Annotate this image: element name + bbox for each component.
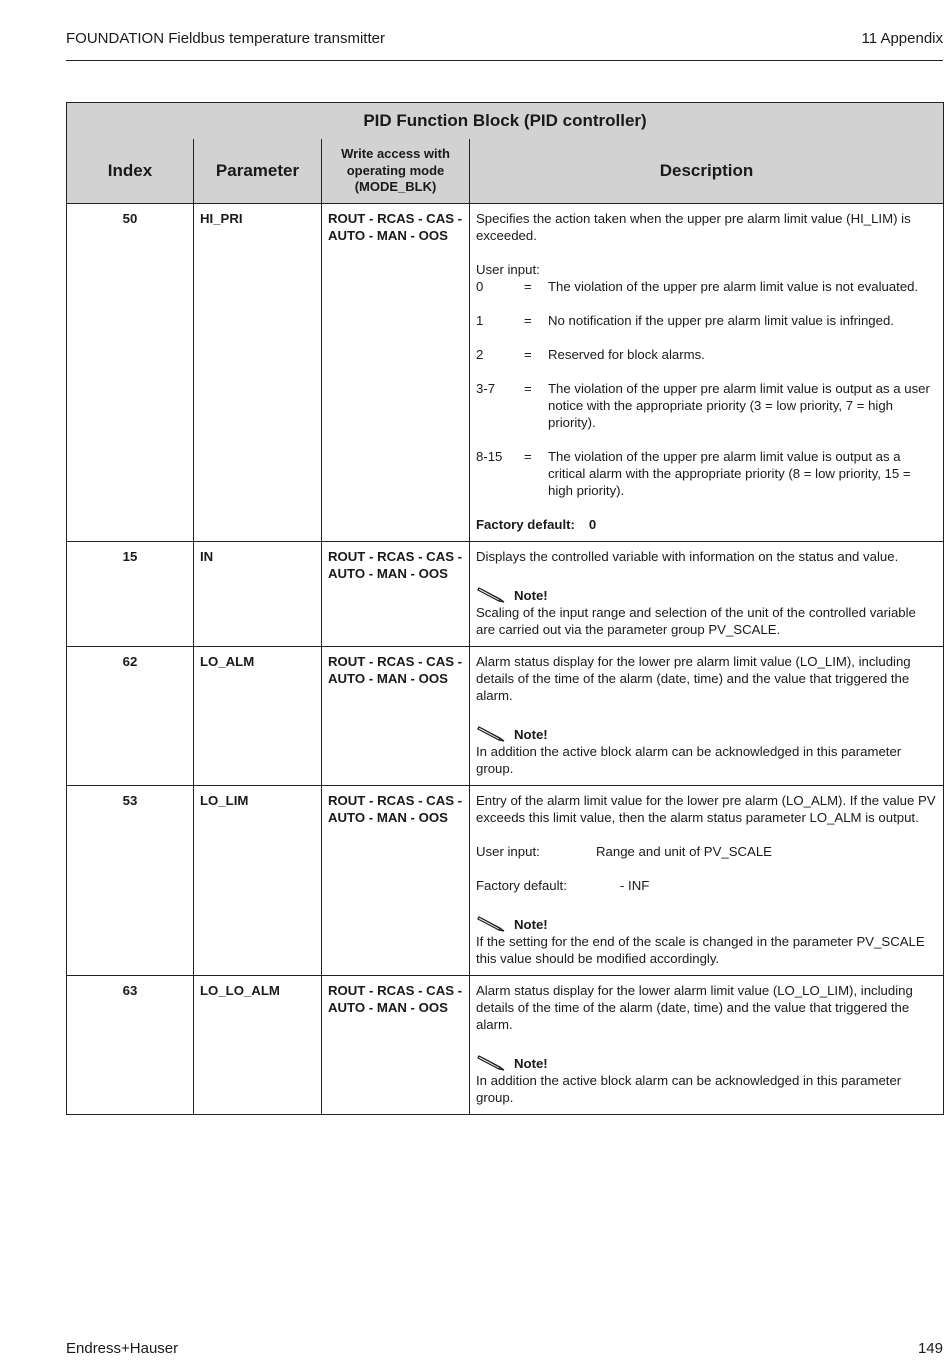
- row-write-access: ROUT - RCAS - CAS - AUTO - MAN - OOS: [322, 786, 470, 976]
- user-input-options: [476, 278, 937, 499]
- pencil-note-icon: [476, 913, 506, 933]
- description-text: Entry of the alarm limit value for the lower pre alarm (LO_ALM). If the value PV exceeds this limit value, then the alarm status parameter LO_ALM is output.: [476, 793, 936, 825]
- description-text: Alarm status display for the lower alarm limit value (LO_LO_LIM), including details of the time of the alarm (date, time) and the value that triggered the alarm.: [476, 983, 913, 1032]
- pid-parameter-table: [66, 102, 944, 1115]
- row-parameter: LO_ALM: [194, 647, 322, 786]
- row-index: 62: [67, 647, 194, 786]
- note-text: If the setting for the end of the scale is changed in the parameter PV_SCALE this value should be modified accordingly.: [476, 934, 925, 966]
- table-row: [67, 647, 944, 786]
- row-description: [470, 976, 944, 1115]
- column-header-write-access: Write access with operating mode (MODE_BLK): [322, 139, 470, 204]
- option-row: 2 = Reserved for block alarms.: [476, 347, 705, 362]
- table-row: [67, 786, 944, 976]
- table-row: [67, 542, 944, 647]
- pencil-note-icon: [476, 723, 506, 743]
- option-row: 3-7 = The violation of the upper pre alarm limit value is output as a user notice with the appropriate priority (3 = low priority, 7 = high priority).: [476, 381, 930, 430]
- note-label: Note!: [514, 727, 548, 742]
- row-index: 50: [67, 204, 194, 542]
- page-number: 149: [917, 1340, 943, 1357]
- note-block: [476, 1050, 937, 1106]
- row-write-access: ROUT - RCAS - CAS - AUTO - MAN - OOS: [322, 647, 470, 786]
- row-parameter: LO_LIM: [194, 786, 322, 976]
- user-input-line: User input: Range and unit of PV_SCALE: [476, 844, 772, 859]
- row-write-access: ROUT - RCAS - CAS - AUTO - MAN - OOS: [322, 204, 470, 542]
- description-text: Alarm status display for the lower pre alarm limit value (LO_LIM), including details of the time of the alarm (date, time) and the value that triggered the alarm.: [476, 654, 911, 703]
- note-text: In addition the active block alarm can be acknowledged in this parameter group.: [476, 1073, 902, 1105]
- page-header: [66, 30, 943, 61]
- row-index: 53: [67, 786, 194, 976]
- option-row: 0 = The violation of the upper pre alarm limit value is not evaluated.: [476, 279, 919, 294]
- row-write-access: ROUT - RCAS - CAS - AUTO - MAN - OOS: [322, 976, 470, 1115]
- row-index: 15: [67, 542, 194, 647]
- row-description: [470, 542, 944, 647]
- row-description: [470, 647, 944, 786]
- description-text: Displays the controlled variable with information on the status and value.: [476, 549, 899, 564]
- row-parameter: HI_PRI: [194, 204, 322, 542]
- user-input-label: User input:: [476, 262, 540, 277]
- pencil-note-icon: [476, 1052, 506, 1072]
- header-section: 11 Appendix: [861, 30, 943, 47]
- header-document-title: FOUNDATION Fieldbus temperature transmitter: [66, 30, 385, 47]
- row-description: [470, 204, 944, 542]
- description-text: Specifies the action taken when the upper pre alarm limit value (HI_LIM) is exceeded.: [476, 211, 911, 243]
- factory-default: Factory default: 0: [476, 517, 597, 532]
- note-label: Note!: [514, 1056, 548, 1071]
- table-row: [67, 976, 944, 1115]
- option-row: 8-15 = The violation of the upper pre alarm limit value is output as a critical alarm with the appropriate priority (8 = low priority, 15 = high priority).: [476, 449, 911, 498]
- factory-default-line: Factory default: - INF: [476, 878, 650, 893]
- column-header-description: Description: [470, 139, 944, 204]
- table-row: [67, 204, 944, 542]
- note-text: In addition the active block alarm can be acknowledged in this parameter group.: [476, 744, 902, 776]
- row-index: 63: [67, 976, 194, 1115]
- note-text: Scaling of the input range and selection of the unit of the controlled variable are carried out via the parameter group PV_SCALE.: [476, 605, 916, 637]
- row-parameter: LO_LO_ALM: [194, 976, 322, 1115]
- note-label: Note!: [514, 588, 548, 603]
- table-title: PID Function Block (PID controller): [67, 103, 944, 140]
- pencil-note-icon: [476, 584, 506, 604]
- row-parameter: IN: [194, 542, 322, 647]
- column-header-index: Index: [67, 139, 194, 204]
- footer-brand: Endress+Hauser: [66, 1340, 179, 1357]
- column-header-parameter: Parameter: [194, 139, 322, 204]
- option-row: 1 = No notification if the upper pre alarm limit value is infringed.: [476, 313, 894, 328]
- note-label: Note!: [514, 917, 548, 932]
- row-write-access: ROUT - RCAS - CAS - AUTO - MAN - OOS: [322, 542, 470, 647]
- note-block: [476, 911, 937, 967]
- row-description: [470, 786, 944, 976]
- note-block: [476, 721, 937, 777]
- note-block: [476, 582, 937, 638]
